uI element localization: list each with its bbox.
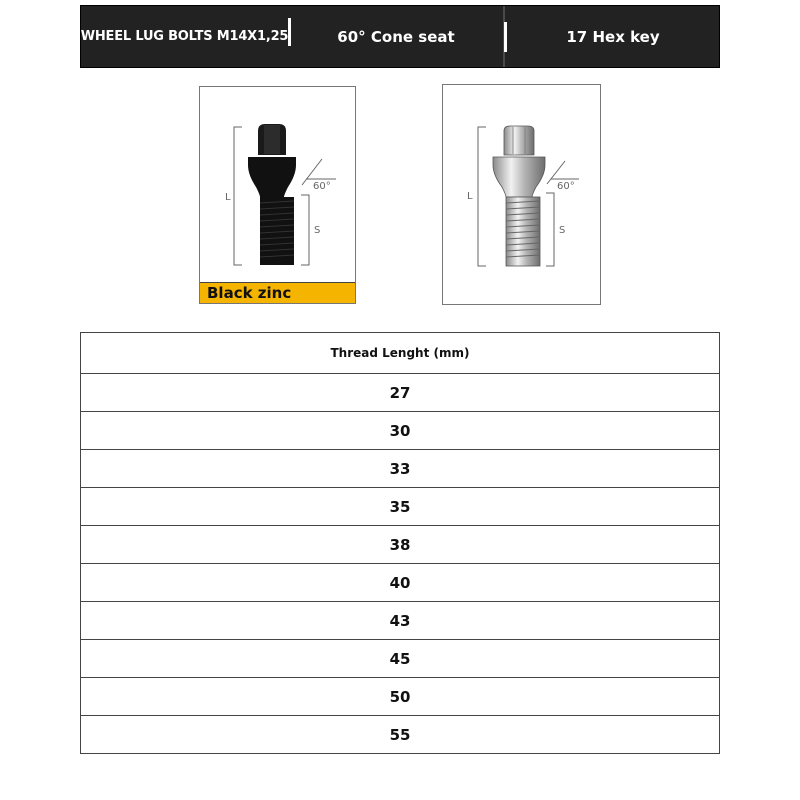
product-card-black-zinc: [199, 86, 356, 304]
thread-dimension-label: S: [314, 225, 321, 236]
spec-header-bar: [80, 5, 720, 68]
length-dimension-label: L: [467, 191, 473, 202]
finish-label: Black zinc: [200, 282, 355, 303]
product-card-chrome: [442, 84, 601, 305]
table-row: 38: [81, 526, 719, 564]
thread-length-table: [80, 332, 720, 754]
chrome-lug-bolt-icon: [443, 85, 602, 306]
length-dimension-label: L: [225, 192, 231, 203]
angle-label: 60°: [557, 181, 575, 192]
angle-label: 60°: [313, 181, 331, 192]
table-row: 30: [81, 412, 719, 450]
product-name: WHEEL LUG BOLTS M14X1,25: [80, 29, 289, 44]
table-row: 50: [81, 678, 719, 716]
table-row: 33: [81, 450, 719, 488]
hex-key-size: 17 Hex key: [566, 27, 660, 46]
seat-type: 60° Cone seat: [337, 27, 455, 46]
table-row: 43: [81, 602, 719, 640]
table-header: Thread Lenght (mm): [81, 333, 719, 374]
black-lug-bolt-icon: [200, 87, 357, 305]
table-row: 27: [81, 374, 719, 412]
thread-dimension-label: S: [559, 225, 566, 236]
table-row: 40: [81, 564, 719, 602]
table-row: 45: [81, 640, 719, 678]
table-row: 55: [389, 725, 411, 744]
table-row: 35: [81, 488, 719, 526]
